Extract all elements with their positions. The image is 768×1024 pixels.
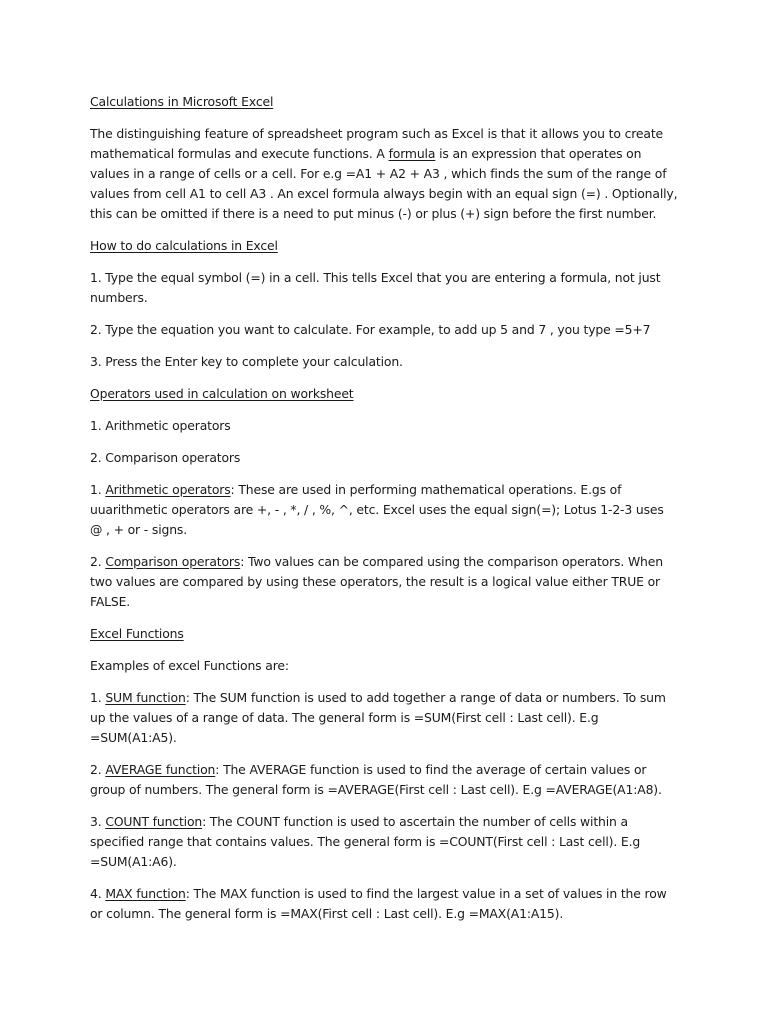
function-item-sum [90, 688, 678, 748]
item-number: 4. [90, 886, 106, 901]
item-number: 1. [90, 690, 106, 705]
item-number: 2. [90, 554, 106, 569]
function-term: MAX function [105, 886, 186, 901]
operator-list-item: 2. Comparison operators [90, 450, 241, 465]
step-item: 3. Press the Enter key to complete your calculation. [90, 354, 403, 369]
function-item-average [90, 760, 678, 800]
step-item: 2. Type the equation you want to calculate. For example, to add up 5 and 7 , you type =5+7 [90, 322, 651, 337]
intro-paragraph [90, 124, 678, 224]
arithmetic-text: : These are used in performing mathematical operations. E.gs of uuarithmetic operators are +, - , *, / , %, ^, etc. Excel uses the equal sign(=); Lotus 1-2-3 uses @ , + or - signs. [90, 482, 664, 537]
item-number: 1. [90, 482, 106, 497]
functions-intro: Examples of excel Functions are: [90, 658, 289, 673]
function-term: AVERAGE function [105, 762, 216, 777]
functions-heading: Excel Functions [90, 626, 184, 641]
intro-text-b: is an expression that operates on values in a range of cells or a cell. For e.g =A1 + A2 + A3 , which finds the sum of the range of values from cell A1 to cell A3 . An excel formula always begin with an equal sign (=) . Optionally, this can be omitted if there is a need to put minus (-) or plus (+) sign before the first number. [90, 146, 678, 221]
intro-text-a: The distinguishing feature of spreadsheet program such as Excel is that it allows you to create mathematical formulas and execute functions. A [90, 126, 664, 161]
function-text: : The AVERAGE function is used to find the average of certain values or group of numbers. The general form is =AVERAGE(First cell : Last cell). E.g =AVERAGE(A1:A8). [90, 762, 662, 797]
function-text: : The COUNT function is used to ascertain the number of cells within a specified range that contains values. The general form is =COUNT(First cell : Last cell). E.g =SUM(A1:A6). [90, 814, 641, 869]
document-title: Calculations in Microsoft Excel [90, 94, 274, 109]
function-term: COUNT function [105, 814, 203, 829]
how-to-heading: How to do calculations in Excel [90, 238, 278, 253]
comparison-text: : Two values can be compared using the comparison operators. When two values are compared by using these operators, the result is a logical value either TRUE or FALSE. [90, 554, 663, 609]
item-number: 3. [90, 814, 106, 829]
function-text: : The SUM function is used to add together a range of data or numbers. To sum up the values of a range of data. The general form is =SUM(First cell : Last cell). E.g =SUM(A1:A5). [90, 690, 666, 745]
arithmetic-paragraph [90, 480, 678, 540]
function-text: : The MAX function is used to find the largest value in a set of values in the row or column. The general form is =MAX(First cell : Last cell). E.g =MAX(A1:A15). [90, 886, 667, 921]
function-term: SUM function [105, 690, 186, 705]
formula-term: formula [388, 146, 436, 161]
item-number: 2. [90, 762, 106, 777]
operator-list-item: 1. Arithmetic operators [90, 418, 231, 433]
step-item: 1. Type the equal symbol (=) in a cell. This tells Excel that you are entering a formula, not just numbers. [90, 270, 661, 305]
arithmetic-term: Arithmetic operators [105, 482, 231, 497]
function-item-max [90, 884, 678, 924]
operators-heading: Operators used in calculation on worksheet [90, 386, 354, 401]
function-item-count [90, 812, 678, 872]
comparison-paragraph [90, 552, 678, 612]
comparison-term: Comparison operators [105, 554, 241, 569]
